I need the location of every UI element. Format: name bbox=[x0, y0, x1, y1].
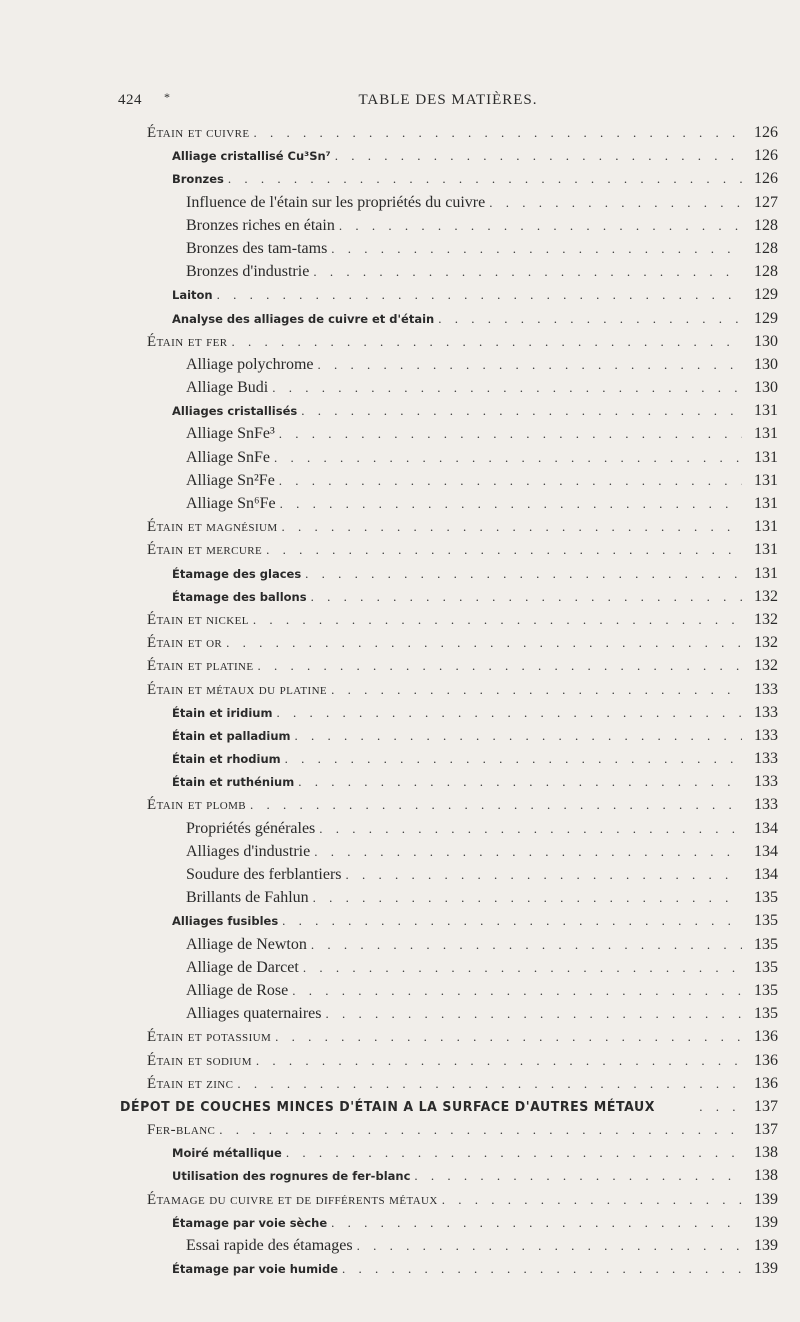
toc-entry-page: 129 bbox=[754, 286, 778, 304]
toc-entry-page: 129 bbox=[754, 309, 778, 327]
toc-entry-label: Bronzes des tam-tams bbox=[186, 239, 328, 257]
toc-entry bbox=[0, 933, 800, 956]
toc-entry bbox=[0, 979, 800, 1002]
dot-leader bbox=[326, 1002, 743, 1025]
dot-leader bbox=[282, 515, 742, 538]
dot-leader bbox=[311, 585, 742, 608]
dot-leader bbox=[279, 469, 742, 492]
page-header bbox=[118, 92, 778, 114]
dot-leader bbox=[298, 770, 742, 793]
toc-entry-label: Essai rapide des étamages bbox=[186, 1237, 353, 1254]
toc-entry bbox=[0, 469, 800, 492]
dot-leader bbox=[357, 1234, 742, 1257]
dot-leader bbox=[250, 793, 742, 816]
toc-entry bbox=[0, 909, 800, 932]
dot-leader bbox=[285, 747, 742, 770]
toc-entry-page: 134 bbox=[754, 819, 778, 837]
toc-entry bbox=[0, 353, 800, 376]
dot-leader bbox=[331, 1211, 742, 1234]
toc-entry-page: 134 bbox=[754, 866, 778, 883]
toc-entry bbox=[0, 886, 800, 909]
dot-leader bbox=[303, 956, 742, 979]
toc-entry-page: 139 bbox=[754, 1213, 778, 1231]
toc-entry-label: Alliages quaternaires bbox=[186, 1005, 322, 1023]
toc-entry-label: Étain et or bbox=[147, 635, 223, 652]
toc-entry-page: 138 bbox=[754, 1144, 778, 1162]
toc-entry-label: Étain et magnésium bbox=[147, 519, 278, 536]
toc-entry-label: Étain et potassium bbox=[147, 1029, 272, 1046]
toc-entry-label: Alliage SnFe bbox=[186, 448, 270, 466]
toc-entry-page: 130 bbox=[754, 355, 778, 373]
toc-entry-label: Alliage de Darcet bbox=[186, 958, 299, 976]
toc-entry-page: 135 bbox=[754, 981, 778, 999]
dot-leader bbox=[253, 121, 742, 144]
toc-entry-page: 131 bbox=[754, 495, 778, 512]
dot-leader bbox=[217, 283, 742, 306]
toc-entry-page: 132 bbox=[754, 657, 778, 675]
toc-entry bbox=[0, 724, 800, 747]
toc-entry bbox=[0, 1025, 800, 1048]
dot-leader bbox=[301, 399, 742, 422]
toc-entry bbox=[0, 191, 800, 214]
dot-leader bbox=[335, 144, 742, 167]
toc-entry-page: 133 bbox=[754, 680, 778, 698]
toc-entry bbox=[0, 144, 800, 167]
toc-entry-page: 135 bbox=[754, 958, 778, 976]
toc-entry-page: 128 bbox=[754, 263, 778, 281]
dot-leader bbox=[237, 1072, 742, 1095]
toc-entry bbox=[0, 840, 800, 863]
toc-entry-label: Étain et métaux du platine bbox=[147, 681, 328, 698]
toc-entry bbox=[0, 585, 800, 608]
toc-entry-label: Étain et mercure bbox=[147, 542, 263, 559]
toc-entry bbox=[0, 654, 800, 677]
toc-entry-label: Étain et nickel bbox=[147, 611, 249, 628]
toc-entry-page: 131 bbox=[754, 471, 778, 489]
toc-entry-label: Brillants de Fahlun bbox=[186, 889, 309, 907]
toc-entry-page: 131 bbox=[754, 518, 778, 536]
dot-leader bbox=[256, 1049, 742, 1072]
toc-entry-page: 135 bbox=[754, 1005, 778, 1023]
toc-entry bbox=[0, 237, 800, 260]
toc-entry-label: Étain et palladium bbox=[172, 728, 291, 743]
toc-entry-page: 136 bbox=[754, 1028, 778, 1046]
toc-entry-page: 126 bbox=[754, 170, 778, 188]
toc-entry-label: Alliage Budi bbox=[186, 379, 269, 397]
dot-leader bbox=[292, 979, 742, 1002]
dot-leader bbox=[346, 863, 742, 886]
toc-entry bbox=[0, 1164, 800, 1187]
toc-entry bbox=[0, 260, 800, 283]
toc-entry-label: Alliage de Rose bbox=[186, 981, 289, 999]
page-number: 424 bbox=[118, 92, 142, 108]
toc-entry-label: Bronzes bbox=[172, 172, 224, 187]
dot-leader bbox=[313, 886, 742, 909]
toc-entry-label: Étain et zinc bbox=[147, 1075, 234, 1092]
toc-entry-label: Alliage Sn²Fe bbox=[186, 471, 275, 489]
toc-entry-page: 132 bbox=[754, 634, 778, 652]
toc-entry-label: Alliage SnFe³ bbox=[186, 425, 275, 443]
table-of-contents bbox=[0, 121, 800, 1280]
dot-leader bbox=[253, 608, 742, 631]
toc-entry bbox=[0, 492, 800, 515]
dot-leader bbox=[258, 654, 743, 677]
toc-entry bbox=[0, 631, 800, 654]
toc-entry bbox=[0, 793, 800, 816]
toc-entry-label: Alliages d'industrie bbox=[186, 842, 311, 860]
toc-entry-page: 133 bbox=[754, 703, 778, 721]
toc-entry-page: 130 bbox=[754, 379, 778, 397]
toc-entry bbox=[0, 538, 800, 561]
toc-entry-page: 133 bbox=[754, 750, 778, 768]
toc-entry bbox=[0, 817, 800, 840]
toc-entry-page: 131 bbox=[754, 541, 778, 559]
toc-entry-label: Utilisation des rognures de fer-blanc bbox=[172, 1169, 411, 1184]
running-title: TABLE DES MATIÈRES. bbox=[358, 92, 538, 108]
dot-leader bbox=[331, 678, 742, 701]
toc-entry bbox=[0, 701, 800, 724]
toc-entry bbox=[0, 1095, 800, 1118]
toc-entry-page: 136 bbox=[754, 1051, 778, 1069]
dot-leader bbox=[305, 562, 742, 585]
dot-leader bbox=[339, 214, 742, 237]
toc-entry bbox=[0, 1211, 800, 1234]
toc-entry bbox=[0, 1257, 800, 1280]
toc-entry-page: 134 bbox=[754, 842, 778, 860]
toc-entry bbox=[0, 608, 800, 631]
toc-entry-label: Étain et rhodium bbox=[172, 752, 281, 767]
toc-entry-page: 131 bbox=[754, 425, 778, 443]
header-marker: * bbox=[164, 90, 171, 104]
toc-entry-page: 131 bbox=[754, 564, 778, 582]
dot-leader bbox=[266, 538, 742, 561]
dot-leader bbox=[313, 260, 742, 283]
toc-entry-label: Alliage Sn⁶Fe bbox=[186, 495, 276, 512]
toc-entry-label: Étain et sodium bbox=[147, 1052, 252, 1069]
toc-entry-label: Étain et iridium bbox=[172, 705, 273, 720]
toc-entry bbox=[0, 1072, 800, 1095]
toc-entry-page: 133 bbox=[754, 773, 778, 791]
toc-entry-label: Alliage de Newton bbox=[186, 935, 307, 953]
toc-entry-label: Étamage des ballons bbox=[172, 589, 307, 604]
dot-leader bbox=[489, 191, 742, 214]
toc-entry bbox=[0, 1049, 800, 1072]
dot-leader bbox=[319, 817, 742, 840]
toc-entry-page: 132 bbox=[754, 587, 778, 605]
toc-entry-label: Alliages cristallisés bbox=[172, 404, 298, 419]
toc-entry-label: Étamage des glaces bbox=[172, 566, 302, 581]
toc-entry bbox=[0, 167, 800, 190]
toc-entry-label: Étain et platine bbox=[147, 658, 254, 675]
toc-entry-label: Étain et ruthénium bbox=[172, 775, 295, 790]
toc-entry-page: 126 bbox=[754, 124, 778, 141]
toc-entry-label: Alliage cristallisé Cu³Sn⁷ bbox=[172, 149, 331, 164]
toc-entry bbox=[0, 1188, 800, 1211]
toc-entry-page: 139 bbox=[754, 1237, 778, 1254]
dot-leader bbox=[442, 1188, 742, 1211]
dot-leader bbox=[342, 1257, 742, 1280]
toc-entry-page: 128 bbox=[754, 239, 778, 257]
toc-entry-label: Bronzes d'industrie bbox=[186, 263, 310, 281]
toc-entry bbox=[0, 446, 800, 469]
dot-leader bbox=[318, 353, 742, 376]
toc-entry-label: Étamage par voie humide bbox=[172, 1262, 339, 1277]
toc-entry-label: Moiré métallique bbox=[172, 1146, 282, 1161]
dot-leader bbox=[274, 446, 742, 469]
toc-entry bbox=[0, 1234, 800, 1257]
dot-leader bbox=[286, 1141, 742, 1164]
toc-entry bbox=[0, 562, 800, 585]
toc-entry-page: 131 bbox=[754, 402, 778, 420]
toc-entry bbox=[0, 747, 800, 770]
toc-entry-page: 127 bbox=[754, 193, 778, 211]
toc-entry bbox=[0, 956, 800, 979]
toc-entry bbox=[0, 1141, 800, 1164]
toc-entry-page: 133 bbox=[754, 726, 778, 744]
dot-leader bbox=[276, 701, 742, 724]
toc-entry-label: Étain et fer bbox=[147, 333, 228, 350]
toc-entry-label: DÉPOT DE COUCHES MINCES D'ÉTAIN A LA SURFACE D'AUTRES MÉTAUX bbox=[120, 1098, 655, 1115]
toc-entry-page: 138 bbox=[754, 1167, 778, 1185]
toc-entry bbox=[0, 399, 800, 422]
toc-entry-page: 135 bbox=[754, 912, 778, 930]
toc-entry-label: Propriétés générales bbox=[186, 819, 316, 837]
toc-entry bbox=[0, 121, 800, 144]
dot-leader bbox=[280, 492, 742, 515]
dot-leader bbox=[219, 1118, 742, 1141]
toc-entry bbox=[0, 283, 800, 306]
dot-leader bbox=[314, 840, 742, 863]
toc-entry-page: 139 bbox=[754, 1260, 778, 1278]
toc-entry-label: Alliage polychrome bbox=[186, 355, 314, 373]
dot-leader bbox=[279, 422, 742, 445]
toc-entry-page: 136 bbox=[754, 1074, 778, 1092]
dot-leader bbox=[311, 933, 742, 956]
toc-entry-page: 132 bbox=[754, 610, 778, 628]
toc-entry-page: 135 bbox=[754, 889, 778, 907]
toc-entry-label: Étain et cuivre bbox=[147, 125, 250, 141]
toc-entry bbox=[0, 376, 800, 399]
dot-leader bbox=[226, 631, 742, 654]
toc-entry bbox=[0, 330, 800, 353]
toc-entry bbox=[0, 1118, 800, 1141]
dot-leader bbox=[272, 376, 742, 399]
dot-leader bbox=[295, 724, 742, 747]
toc-entry bbox=[0, 214, 800, 237]
dot-leader bbox=[414, 1164, 742, 1187]
dot-leader bbox=[228, 167, 742, 190]
dot-leader bbox=[438, 307, 742, 330]
toc-entry-page: 126 bbox=[754, 147, 778, 165]
toc-entry bbox=[0, 307, 800, 330]
toc-entry bbox=[0, 1002, 800, 1025]
toc-entry-page: 137 bbox=[754, 1097, 778, 1115]
toc-entry bbox=[0, 770, 800, 793]
toc-entry-label: Étain et plomb bbox=[147, 797, 246, 814]
toc-entry-label: Analyse des alliages de cuivre et d'étain bbox=[172, 311, 435, 326]
toc-entry-label: Étamage par voie sèche bbox=[172, 1215, 328, 1230]
toc-entry-page: 128 bbox=[754, 216, 778, 234]
dot-leader bbox=[231, 330, 742, 353]
toc-entry bbox=[0, 515, 800, 538]
toc-entry bbox=[0, 863, 800, 886]
dot-leader bbox=[282, 909, 742, 932]
toc-entry-label: Étamage du cuivre et de différents métaux bbox=[147, 1191, 438, 1208]
toc-entry-page: 137 bbox=[754, 1121, 778, 1139]
toc-entry-label: Alliages fusibles bbox=[172, 914, 279, 929]
toc-entry-page: 133 bbox=[754, 796, 778, 814]
dot-leader bbox=[331, 237, 742, 260]
toc-entry-page: 130 bbox=[754, 332, 778, 350]
toc-entry-page: 131 bbox=[754, 448, 778, 466]
toc-entry-page: 139 bbox=[754, 1190, 778, 1208]
toc-entry bbox=[0, 422, 800, 445]
toc-entry-label: Fer-blanc bbox=[147, 1122, 216, 1139]
toc-entry-page: 135 bbox=[754, 935, 778, 953]
toc-entry-label: Influence de l'étain sur les propriétés du cuivre bbox=[186, 193, 486, 211]
toc-entry-label: Bronzes riches en étain bbox=[186, 216, 335, 234]
dot-leader bbox=[275, 1025, 742, 1048]
toc-entry-label: Soudure des ferblantiers bbox=[186, 866, 342, 883]
dot-leader bbox=[699, 1095, 742, 1118]
toc-entry bbox=[0, 678, 800, 701]
toc-entry-label: Laiton bbox=[172, 288, 213, 303]
